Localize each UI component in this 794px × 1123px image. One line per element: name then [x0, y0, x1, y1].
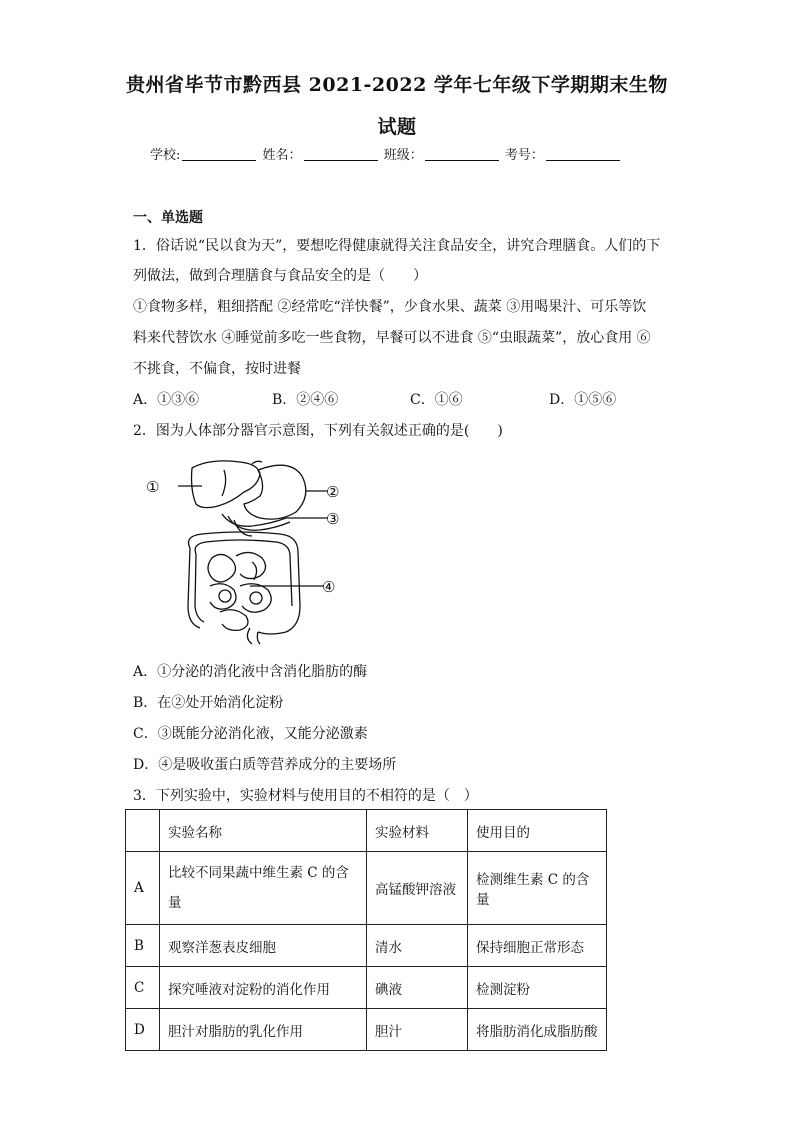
table-cell: 将脂肪消化成脂肪酸	[468, 1009, 607, 1051]
table-cell: 探究唾液对淀粉的消化作用	[160, 967, 367, 1009]
class-label: 班级：	[383, 148, 423, 163]
number-label: 考号：	[504, 148, 544, 163]
school-blank[interactable]	[182, 148, 256, 161]
digestive-organs-diagram	[140, 456, 360, 646]
label-1: ①	[146, 478, 160, 496]
q1-line-4: 料来代替饮水 ④睡觉前多吃一些食物，早餐可以不进食 ⑤“虫眼蔬菜”，放心食用 ⑥	[133, 330, 651, 346]
student-info-row	[150, 144, 622, 163]
table-cell: B	[126, 925, 160, 967]
table-row	[126, 925, 607, 967]
q1-line-1: 1．俗话说“民以食为天”，要想吃得健康就得关注食品安全，讲究合理膳食。人们的下	[133, 238, 661, 254]
table-cell: 观察洋葱表皮细胞	[160, 925, 367, 967]
experiment-table	[125, 809, 607, 1051]
q2-option-d[interactable]: D．④是吸收蛋白质等营养成分的主要场所	[133, 757, 397, 773]
table-cell: 检测淀粉	[468, 967, 607, 1009]
q1-option-b[interactable]: B．②④⑥	[272, 392, 339, 408]
label-4: ④	[322, 578, 336, 596]
q1-option-d[interactable]: D．①⑤⑥	[549, 392, 617, 408]
table-cell: 检测维生素 C 的含量	[468, 852, 607, 925]
name-label: 姓名：	[262, 148, 302, 163]
q1-line-5: 不挑食，不偏食，按时进餐	[133, 361, 301, 377]
q2-option-b[interactable]: B．在②处开始消化淀粉	[133, 695, 284, 711]
table-cell: 高锰酸钾溶液	[367, 852, 468, 925]
title-line-2: 试题	[377, 116, 417, 138]
table-header-row	[126, 810, 607, 852]
title-line-1: 贵州省毕节市黔西县 2021-2022 学年七年级下学期期末生物	[126, 74, 668, 96]
table-row	[126, 1009, 607, 1051]
stomach-shape	[244, 465, 306, 519]
table-cell: D	[126, 1009, 160, 1051]
table-cell: 胆汁对脂肪的乳化作用	[160, 1009, 367, 1051]
class-blank[interactable]	[425, 148, 499, 161]
table-cell: 清水	[367, 925, 468, 967]
school-label: 学校:	[150, 148, 181, 163]
table-row	[126, 852, 607, 925]
q1-option-c[interactable]: C．①⑥	[410, 392, 463, 408]
table-cell: 保持细胞正常形态	[468, 925, 607, 967]
number-blank[interactable]	[546, 148, 620, 161]
table-cell: C	[126, 967, 160, 1009]
table-header-cell: 实验材料	[367, 810, 468, 852]
q3-stem: 3．下列实验中，实验材料与使用目的不相符的是（ ）	[133, 788, 478, 804]
table-cell: 胆汁	[367, 1009, 468, 1051]
q1-line-3: ①食物多样，粗细搭配 ②经常吃“洋快餐”，少食水果、蔬菜 ③用喝果汁、可乐等饮	[133, 299, 647, 315]
table-cell: A	[126, 852, 160, 925]
label-2: ②	[326, 483, 340, 501]
table-header-cell: 使用目的	[468, 810, 607, 852]
label-3: ③	[326, 510, 340, 528]
section-heading: 一、单选题	[133, 210, 203, 226]
name-blank[interactable]	[304, 148, 378, 161]
q1-line-2: 列做法，做到合理膳食与食品安全的是（ ）	[133, 268, 427, 284]
table-cell: 碘液	[367, 967, 468, 1009]
q1-option-a[interactable]: A．①③⑥	[133, 392, 200, 408]
table-row	[126, 967, 607, 1009]
table-header-cell	[126, 810, 160, 852]
q2-option-c[interactable]: C．③既能分泌消化液，又能分泌激素	[133, 726, 368, 742]
q2-stem: 2．图为人体部分器官示意图，下列有关叙述正确的是( )	[133, 423, 503, 439]
table-header-cell: 实验名称	[160, 810, 367, 852]
q2-option-a[interactable]: A．①分泌的消化液中含消化脂肪的酶	[133, 664, 368, 680]
table-cell: 比较不同果蔬中维生素 C 的含量	[160, 852, 367, 925]
